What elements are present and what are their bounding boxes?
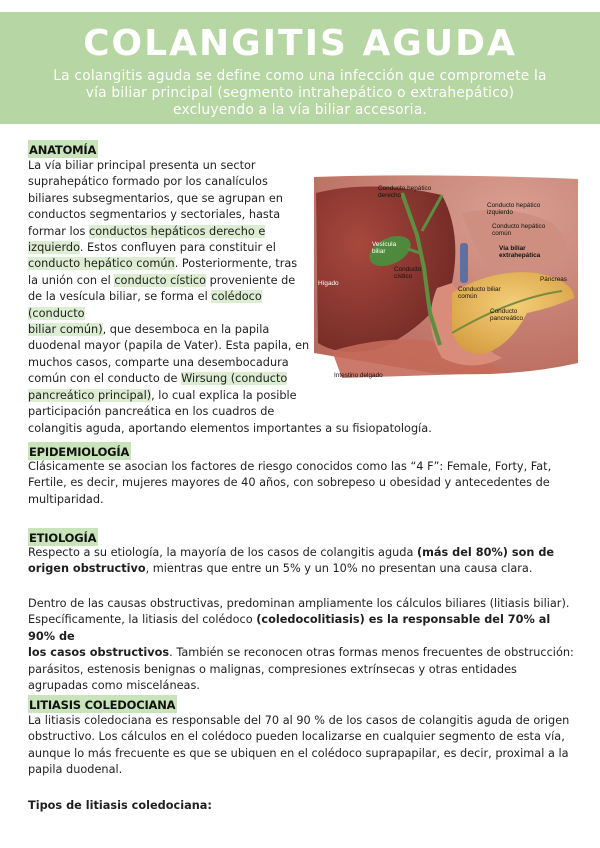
text-line: participación pancreática en los cuadros de: [28, 405, 275, 419]
text-run: . Posteriormente, tras: [174, 257, 298, 271]
text-line: [28, 289, 318, 322]
text-line: duodenal mayor (papila de Vater). Esta papila, en: [28, 339, 310, 353]
etiologia-paragraph-1: [28, 545, 580, 578]
text-run: común con el conducto de: [28, 372, 178, 386]
label-intestino-delgado: Intestino delgado: [334, 372, 383, 379]
text-run: . Estos confluyen para constituir el: [79, 241, 276, 255]
text-line: [28, 612, 580, 645]
label-higado: Hígado: [318, 280, 339, 287]
text-run: , que desemboca en la papila: [102, 323, 270, 337]
text-line: agrupadas como misceláneas.: [28, 679, 200, 693]
text-run: . También se reconocen otras formas menos frecuentes de obstrucción:: [169, 646, 574, 660]
text-line: parásitos, estenosis benignas o malignas, compresiones extrínsecas y otras entidades: [28, 662, 517, 676]
text-run: , mientras que entre un 5% y un 10% no presentan una causa clara.: [145, 562, 533, 576]
text-line: [28, 388, 318, 404]
label-conducto-hepatico-derecho: Conducto hepático derecho: [378, 185, 432, 199]
label-conducto-pancreatico: Conducto pancreático: [490, 308, 524, 322]
text-line: [28, 256, 318, 272]
highlight-term: colédoco (conducto: [28, 290, 262, 320]
text-line: muchos casos, comparte una desembocadura: [28, 355, 289, 369]
text-line: conductos segmentarios y sectoriales, hasta: [28, 208, 281, 222]
anatomy-illustration: [312, 173, 580, 386]
page-title: COLANGITIS AGUDA: [83, 23, 517, 64]
text-run: Específicamente, la litiasis del colédoco: [28, 613, 257, 627]
text-line: [28, 273, 318, 289]
text-run: de la vesícula biliar, se forma el: [28, 290, 208, 304]
bold-run: Tipos de litiasis coledociana:: [28, 799, 212, 812]
text-line: aunque lo más frecuente es que se ubiquen en el colédoco suprapapilar, es decir, proximal a la: [28, 746, 569, 760]
highlight-term: biliar común): [28, 323, 103, 337]
text-run: Respecto a su etiología, la mayoría de los casos de colangitis aguda: [28, 546, 417, 559]
label-conducto-hepatico-comun: Conducto hepático común: [492, 223, 546, 237]
label-conducto-hepatico-izquierdo: Conducto hepático izquierdo: [487, 202, 541, 216]
section-heading-anatomia: ANATOMÍA: [28, 140, 98, 158]
highlight-term: conducto hepático común: [28, 257, 175, 271]
text-line: Fertile, es decir, mujeres mayores de 40 años, con sobrepeso u obesidad y antecedentes de: [28, 476, 550, 490]
text-line: Dentro de las causas obstructivas, predominan ampliamente los cálculos biliares (litiasis biliar).: [28, 597, 570, 610]
text-run: , lo cual explica la posible: [151, 388, 297, 402]
subtitle-line: excluyendo a la vía biliar accesoria.: [173, 102, 427, 118]
text-line: [28, 240, 318, 256]
text-line: [28, 322, 318, 338]
highlight-term: izquierdo: [28, 241, 80, 255]
text-run: proveniente de: [206, 273, 296, 287]
text-line: obstructivo. Los cálculos en el colédoco pueden localizarse en cualquier segmento de esta vía,: [28, 730, 565, 744]
litiasis-paragraph: [28, 713, 580, 779]
section-heading-litiasis: LITIASIS COLEDOCIANA: [28, 695, 177, 713]
text-line: multiparidad.: [28, 492, 104, 506]
text-line: colangitis aguda, aportando elementos importantes a su fisiopatología.: [28, 421, 432, 435]
text-line: [28, 561, 580, 577]
highlight-term: pancreático principal): [28, 388, 152, 402]
label-via-biliar-extrahepatica: Vía biliar extrahepática: [499, 245, 541, 259]
subtitle: [22, 68, 578, 119]
highlight-term: Wirsung (conducto: [181, 372, 288, 386]
etiologia-paragraph-2: [28, 596, 580, 694]
epidemiologia-paragraph: [28, 459, 580, 508]
label-vesicula-biliar: Vesícula biliar: [372, 241, 397, 255]
text-line: [28, 371, 318, 387]
text-line: [28, 645, 580, 661]
section-heading-epidemiologia: EPIDEMIOLOGÍA: [28, 442, 131, 460]
label-conducto-cistico: Conducto cístico: [394, 266, 422, 280]
section-heading-etiologia: ETIOLOGÍA: [28, 528, 98, 546]
bold-run: los casos obstructivos: [28, 646, 170, 660]
bold-run: (más del 80%) son de: [416, 546, 555, 559]
text-run: formar los: [28, 224, 86, 238]
subtitle-line: vía biliar principal (segmento intrahepático o extrahepático): [85, 85, 515, 101]
subtitle-line: La colangitis aguda se define como una infección que compromete la: [53, 68, 547, 84]
vein-shape: [460, 243, 468, 283]
highlight-term: conducto cístico: [114, 273, 207, 287]
highlight-term: conductos hepáticos derecho e: [89, 224, 266, 238]
text-line: La vía biliar principal presenta un sector: [28, 159, 256, 172]
bold-run: origen obstructivo: [28, 562, 146, 576]
text-run: la unión con el: [28, 273, 111, 287]
label-pancreas: Páncreas: [540, 276, 567, 283]
text-line: Clásicamente se asocian los factores de riesgo conocidos como las “4 F”: Female, Forty, Fat,: [28, 460, 552, 473]
text-line: [28, 224, 318, 240]
text-line: biliares subsegmentarios, que se agrupan en: [28, 191, 283, 205]
label-conducto-biliar-comun: Conducto biliar común: [458, 286, 501, 300]
bold-run: (coledocolitiasis) es la responsable del 70% al 90% de: [28, 613, 551, 643]
text-line: La litiasis coledociana es responsable del 70 al 90 % de los casos de colangitis aguda de origen: [28, 714, 570, 727]
litiasis-tipos: [28, 798, 580, 814]
text-line: papila duodenal.: [28, 763, 123, 777]
text-line: suprahepático formado por los canalículos: [28, 175, 268, 189]
text-line: [28, 545, 580, 561]
